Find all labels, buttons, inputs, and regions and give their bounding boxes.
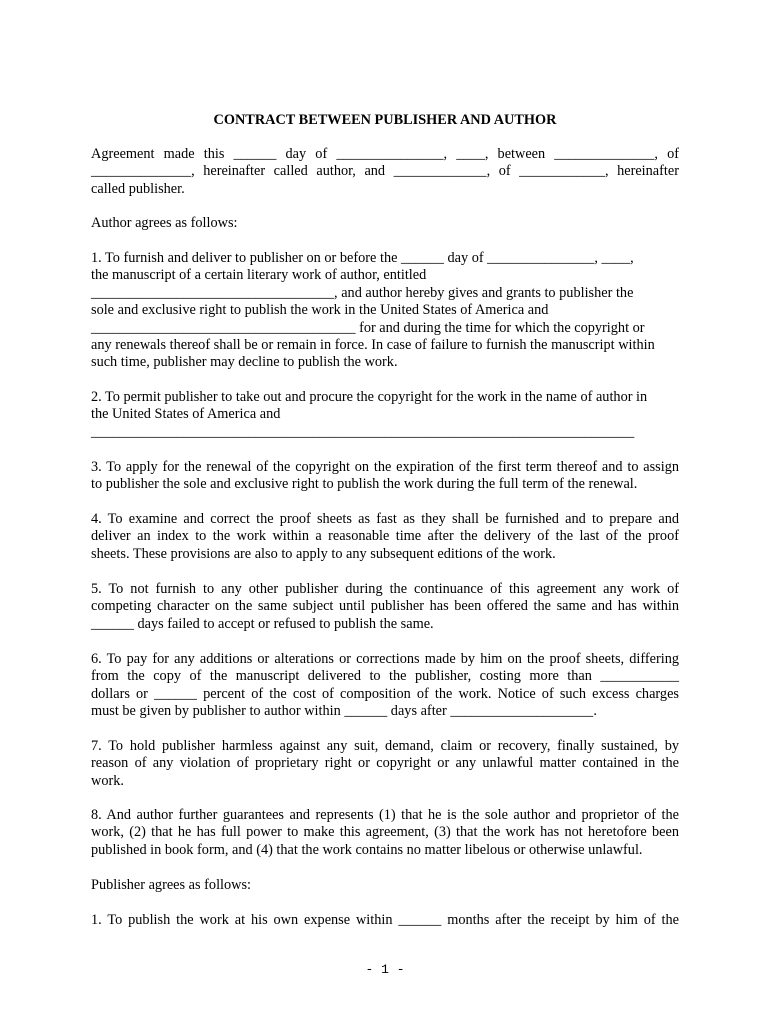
text-line: sole and exclusive right to publish the work in the United States of America and <box>91 302 549 319</box>
document-title: CONTRACT BETWEEN PUBLISHER AND AUTHOR <box>213 112 557 128</box>
text-line: ______ days failed to accept or refused to publish the same. <box>91 615 434 632</box>
author-clause-3 <box>91 459 679 494</box>
author-heading: Author agrees as follows: <box>91 215 238 231</box>
author-clause-7 <box>91 738 679 790</box>
intro-paragraph <box>91 146 679 198</box>
text-line: 3. To apply for the renewal of the copyright on the expiration of the first term thereof and to assign <box>91 459 679 475</box>
publisher-clause-1 <box>91 912 679 929</box>
text-line: 6. To pay for any additions or alterations or corrections made by him on the proof sheets, differing <box>91 651 679 667</box>
author-clause-2 <box>91 389 679 441</box>
text-line: any renewals thereof shall be or remain in force. In case of failure to furnish the manuscript within <box>91 337 655 354</box>
text-line: dollars or ______ percent of the cost of composition of the work. Notice of such excess charges <box>91 685 679 702</box>
text-line: 8. And author further guarantees and represents (1) that he is the sole author and proprietor of the <box>91 807 679 823</box>
text-line: competing character on the same subject until publisher has been offered the same and has within <box>91 598 679 615</box>
author-clause-6 <box>91 651 679 721</box>
text-line: called publisher. <box>91 180 185 197</box>
text-line: work, (2) that he has full power to make this agreement, (3) that the work has not heretofore been <box>91 824 679 841</box>
author-clause-1 <box>91 250 679 372</box>
author-clause-4 <box>91 511 679 563</box>
publisher-heading: Publisher agrees as follows: <box>91 877 252 893</box>
text-line: 7. To hold publisher harmless against any suit, demand, claim or recovery, finally sustained, by <box>91 738 679 754</box>
text-line: 1. To furnish and deliver to publisher on or before the ______ day of _______________, ____, <box>91 250 634 266</box>
text-line: ____________________________________________________________________________ <box>91 423 635 440</box>
text-line: _____________________________________ for and during the time for which the copyright or <box>91 319 645 336</box>
author-clause-8 <box>91 807 679 859</box>
text-line: such time, publisher may decline to publish the work. <box>91 354 398 371</box>
text-line: 4. To examine and correct the proof sheets as fast as they shall be furnished and to prepare and <box>91 511 679 527</box>
text-line: the United States of America and <box>91 406 281 423</box>
text-line: __________________________________, and author hereby gives and grants to publisher the <box>91 284 634 301</box>
text-line: deliver an index to the work within a reasonable time after the delivery of the last of the proof <box>91 528 679 545</box>
text-line: the manuscript of a certain literary work of author, entitled <box>91 267 427 284</box>
text-line: 2. To permit publisher to take out and procure the copyright for the work in the name of author in <box>91 389 648 405</box>
text-line: to publisher the sole and exclusive right to publish the work during the full term of the renewal. <box>91 476 638 493</box>
text-line: ______________, hereinafter called author, and _____________, of ____________, hereinafter <box>91 163 679 180</box>
text-line: published in book form, and (4) that the work contains no matter libelous or otherwise unlawful. <box>91 841 643 858</box>
page-number: - 1 - <box>365 962 405 977</box>
text-line: must be given by publisher to author within ______ days after ____________________. <box>91 703 597 720</box>
text-line: from the copy of the manuscript delivered to the publisher, costing more than ___________ <box>91 668 679 685</box>
text-line: work. <box>91 772 124 789</box>
author-clause-5 <box>91 581 679 633</box>
text-line: Agreement made this ______ day of _______________, ____, between ______________, of <box>91 146 679 162</box>
text-line: reason of any violation of proprietary right or copyright or any unlawful matter contained in the <box>91 755 679 772</box>
text-line: 1. To publish the work at his own expense within ______ months after the receipt by him of the <box>91 912 679 928</box>
text-line: sheets. These provisions are also to apply to any subsequent editions of the work. <box>91 545 556 562</box>
text-line: 5. To not furnish to any other publisher during the continuance of this agreement any work of <box>91 581 679 597</box>
